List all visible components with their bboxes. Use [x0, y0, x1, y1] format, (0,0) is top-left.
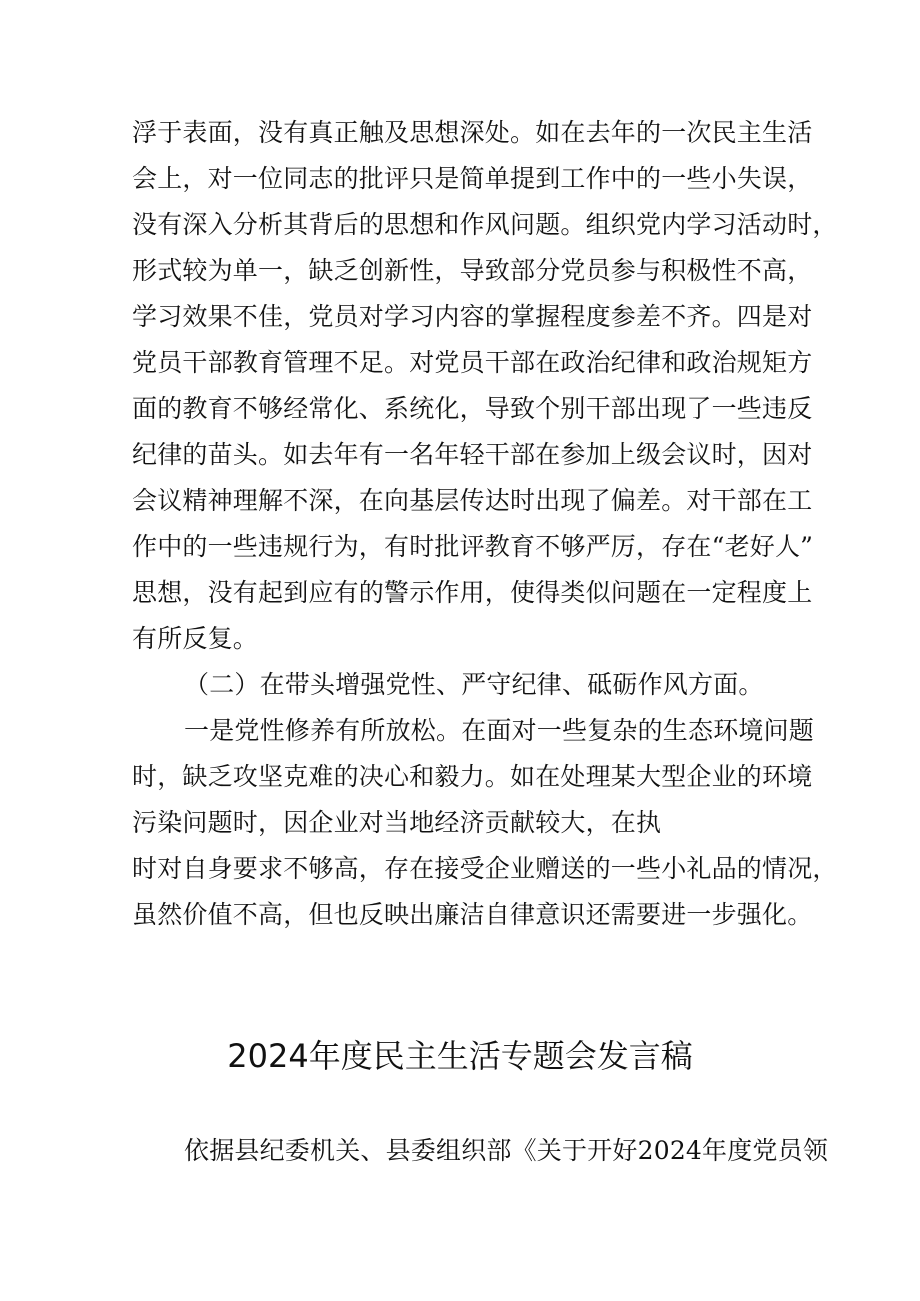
document-title: 2024年度民主生活专题会发言稿 [227, 1037, 693, 1075]
text-line: 依据县纪委机关、县委组织部《关于开好2024年度党员领 [184, 1136, 829, 1165]
section-heading: （二）在带头增强党性、严守纪律、砥砺作风方面。 [184, 670, 764, 699]
text-line: 有所反复。 [132, 624, 259, 653]
text-line: 污染问题时，因企业对当地经济贡献较大，在执 [132, 808, 662, 837]
text-line: 虽然价值不高，但也反映出廉洁自律意识还需要进一步强化。 [132, 900, 813, 929]
text-line: 纪律的苗头。如去年有一名年轻干部在参加上级会议时，因对 [132, 440, 813, 469]
text-line: 党员干部教育管理不足。对党员干部在政治纪律和政治规矩方 [132, 348, 813, 377]
text-line: 学习效果不佳，党员对学习内容的掌握程度参差不齐。四是对 [132, 302, 813, 331]
text-line: 作中的一些违规行为，有时批评教育不够严厉，存在“老好人” [132, 532, 814, 561]
text-line: 浮于表面，没有真正触及思想深处。如在去年的一次民主生活 [132, 118, 813, 147]
text-line: 没有深入分析其背后的思想和作风问题。组织党内学习活动时， [132, 210, 838, 239]
text-line: 形式较为单一，缺乏创新性，导致部分党员参与积极性不高， [132, 256, 813, 285]
text-line: 时对自身要求不够高，存在接受企业赠送的一些小礼品的情况， [132, 854, 838, 883]
text-line: 一是党性修养有所放松。在面对一些复杂的生态环境问题 [184, 716, 815, 745]
text-line: 会议精神理解不深，在向基层传达时出现了偏差。对干部在工 [132, 486, 813, 515]
text-line: 面的教育不够经常化、系统化，导致个别干部出现了一些违反 [132, 394, 813, 423]
text-line: 思想，没有起到应有的警示作用，使得类似问题在一定程度上 [132, 578, 813, 607]
text-line: 会上，对一位同志的批评只是简单提到工作中的一些小失误， [132, 164, 813, 193]
text-line: 时，缺乏攻坚克难的决心和毅力。如在处理某大型企业的环境 [132, 762, 813, 791]
